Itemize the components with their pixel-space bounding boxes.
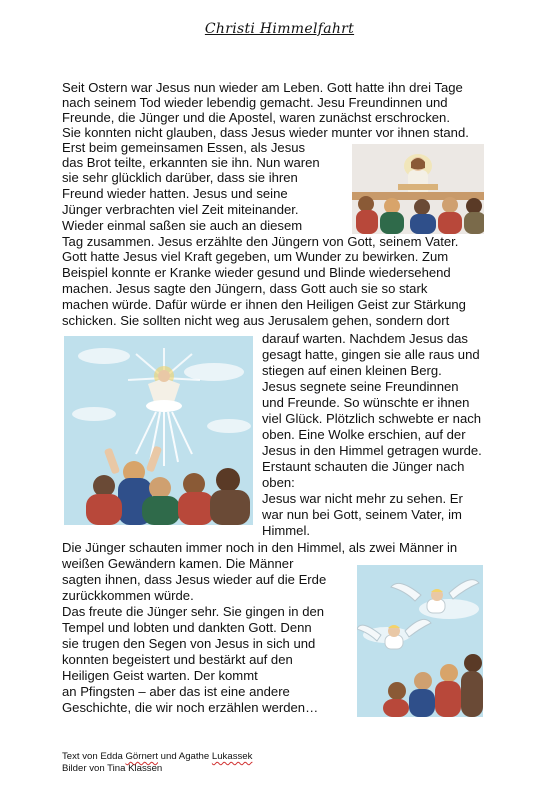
body-line: Seit Ostern war Jesus nun wieder am Leben. Gott hatte ihn drei Tage xyxy=(62,80,463,95)
body-line: Sie konnten nicht glauben, dass Jesus wieder munter vor ihnen stand. xyxy=(62,125,469,140)
author-surname: Lukassek xyxy=(211,751,253,762)
body-line: nach seinem Tod wieder lebendig gemacht. Jesu Freundinnen und xyxy=(62,95,448,110)
body-line: viel Glück. Plötzlich schwebte er nach xyxy=(262,411,482,426)
body-line: machen würde. Dafür würde er ihnen den Heiligen Geist zur Stärkung xyxy=(62,297,466,312)
body-line: Das freute die Jünger sehr. Sie gingen in den xyxy=(62,604,325,619)
body-line: und Freunde. So wünschte er ihnen xyxy=(262,395,470,410)
jesus-ascension-illustration xyxy=(64,336,253,525)
body-line: Erst beim gemeinsamen Essen, als Jesus xyxy=(62,140,306,155)
body-line: Die Jünger schauten immer noch in den Himmel, als zwei Männer in xyxy=(62,540,458,555)
body-line: darauf warten. Nachdem Jesus das xyxy=(262,331,468,346)
credit-text xyxy=(62,751,252,763)
body-line: Jesus war nicht mehr zu sehen. Er xyxy=(262,491,463,506)
body-line: sie sehr glücklich darüber, dass sie ihren xyxy=(62,170,298,185)
body-line: das Brot teilte, erkannten sie ihn. Nun waren xyxy=(62,155,320,170)
body-line: Wieder einmal saßen sie auch an diesem xyxy=(62,218,303,233)
credit-prefix: Text von Edda xyxy=(62,751,126,762)
body-line: gesagt hatte, gingen sie alle raus und xyxy=(262,347,480,362)
body-line: an Pfingsten – aber das ist eine andere xyxy=(62,684,290,699)
body-line: Tempel und lobten und dankten Gott. Denn xyxy=(62,620,312,635)
body-line: Beispiel konnte er Kranke wieder gesund und Blinde wiedersehend xyxy=(62,265,451,280)
body-line: konnten begeistert und bestärkt auf den xyxy=(62,652,293,667)
body-line: Gott hatte Jesus viel Kraft gegeben, um Wunder zu bewirken. Zum xyxy=(62,249,449,264)
angels-with-disciples-illustration xyxy=(357,565,483,717)
body-line: Erstaunt schauten die Jünger nach xyxy=(262,459,465,474)
body-line: Jesus in den Himmel getragen wurde. xyxy=(262,443,482,458)
body-line: Himmel. xyxy=(262,523,311,538)
body-line: Tag zusammen. Jesus erzählte den Jüngern von Gott, seinem Vater. xyxy=(62,234,459,249)
body-line: Jesus segnete seine Freundinnen xyxy=(262,379,459,394)
illustrator-credit: Bilder von Tina Klassen xyxy=(62,763,163,774)
body-line: oben: xyxy=(262,475,295,490)
body-line: Geschichte, die wir noch erzählen werden… xyxy=(62,700,319,715)
page-title: Christi Himmelfahrt xyxy=(204,21,355,37)
body-line: machen. Jesus sagte den Jüngern, dass Gott auch sie so stark xyxy=(62,281,428,296)
body-line: sagten ihnen, dass Jesus wieder auf die Erde xyxy=(62,572,327,587)
body-line: schicken. Sie sollten nicht weg aus Jerusalem gehen, sondern dort xyxy=(62,313,450,328)
jesus-sharing-bread-illustration xyxy=(352,144,484,234)
body-line: Freund wieder hatten. Jesus und seine xyxy=(62,186,288,201)
body-line: sie trugen den Segen von Jesus in sich und xyxy=(62,636,316,651)
body-line: Jünger verbrachten viel Zeit miteinander. xyxy=(62,202,299,217)
credit-middle: und Agathe xyxy=(158,751,212,762)
body-line: oben. Eine Wolke erschien, auf der xyxy=(262,427,466,442)
body-line: Freunde, die Jünger und die Apostel, waren zunächst erschrocken. xyxy=(62,110,450,125)
body-line: weißen Gewändern kamen. Die Männer xyxy=(62,556,294,571)
author-surname: Görnert xyxy=(125,751,158,762)
body-line: war nun bei Gott, seinem Vater, im xyxy=(262,507,462,522)
body-line: stiegen auf einen kleinen Berg. xyxy=(262,363,442,378)
body-line: Heiligen Geist warten. Der kommt xyxy=(62,668,258,683)
body-line: zurückkommen würde. xyxy=(62,588,194,603)
